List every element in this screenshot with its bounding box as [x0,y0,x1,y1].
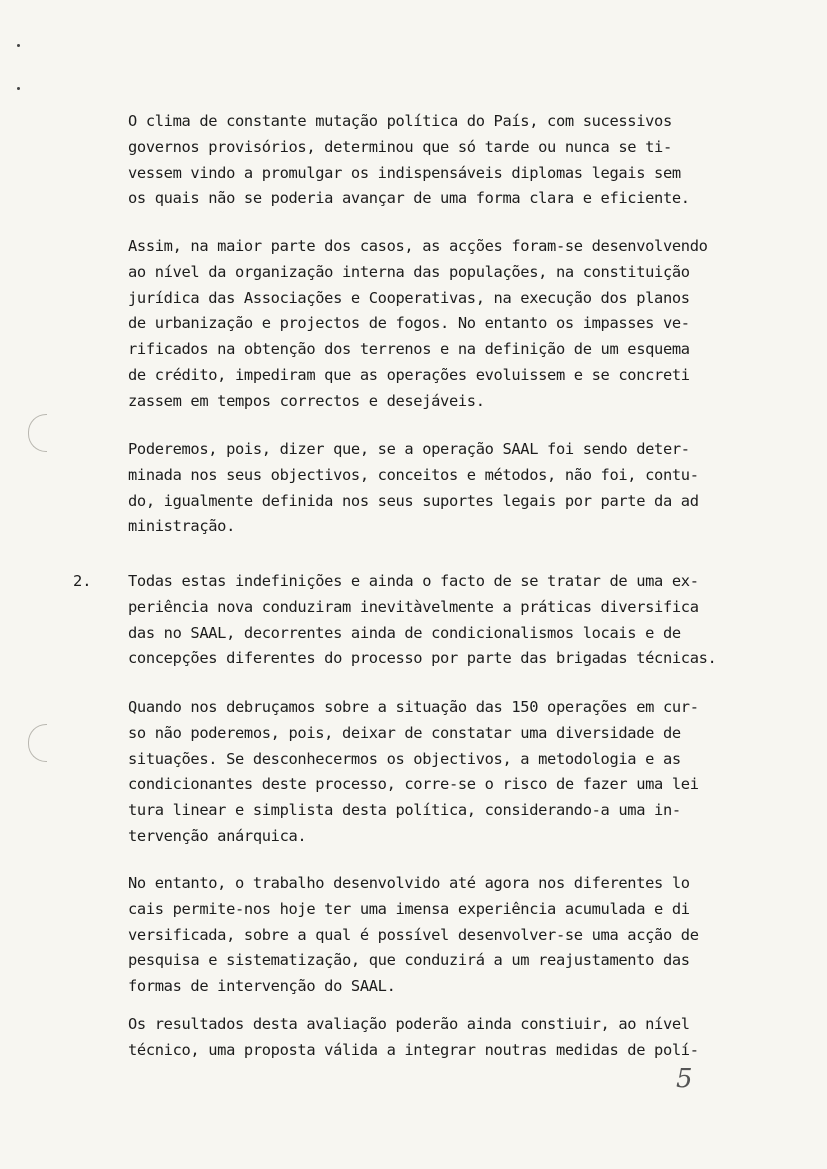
page-number: 5 [676,1064,693,1094]
text-line: periência nova conduziram inevitàvelmente a práticas diversifica [128,597,699,616]
punch-hole [28,724,47,762]
text-line: concepções diferentes do processo por parte das brigadas técnicas. [128,649,717,668]
text-line: minada nos seus objectivos, conceitos e métodos, não foi, contu- [128,465,699,484]
text-line: condicionantes deste processo, corre-se o risco de fazer uma lei [128,775,699,794]
text-line: Poderemos, pois, dizer que, se a operação SAAL foi sendo deter- [128,440,690,458]
text-line: situações. Se desconhecermos os objectivos, a metodologia e as [128,749,681,768]
text-line: vessem vindo a promulgar os indispensáveis diplomas legais sem [128,163,681,182]
text-line: pesquisa e sistematização, que conduzirá a um reajustamento das [128,951,690,970]
text-line: Todas estas indefinições e ainda o facto de se tratar de uma ex- [128,572,699,590]
text-line: tervenção anárquica. [128,827,307,845]
text-line: No entanto, o trabalho desenvolvido até agora nos diferentes lo [128,874,690,892]
text-line: jurídica das Associações e Cooperativas, na execução dos planos [128,288,690,307]
text-line: Assim, na maior parte dos casos, as acções foram-se desenvolvendo [128,237,708,255]
text-line: Quando nos debruçamos sobre a situação das 150 operações em cur- [128,698,699,716]
text-line: formas de intervenção do SAAL. [128,977,396,996]
text-line: ao nível da organização interna das populações, na constituição [128,262,690,281]
ink-speck [17,44,20,47]
text-line: zassem em tempos correctos e desejáveis. [128,391,485,410]
text-line: de urbanização e projectos de fogos. No entanto os impasses ve- [128,314,690,333]
text-line: governos provisórios, determinou que só tarde ou nunca se ti- [128,137,672,156]
text-line: de crédito, impediram que as operações evoluissem e se concreti [128,366,690,384]
text-line: rificados na obtenção dos terrenos e na definição de um esquema [128,340,690,359]
text-line: os quais não se poderia avançar de uma forma clara e eficiente. [128,189,690,208]
text-line: versificada, sobre a qual é possível desenvolver-se uma acção de [128,925,699,944]
text-line: técnico, uma proposta válida a integrar noutras medidas de polí- [128,1040,699,1059]
punch-hole [28,414,47,452]
text-line: cais permite-nos hoje ter uma imensa experiência acumulada e di [128,899,690,918]
text-line: so não poderemos, pois, deixar de constatar uma diversidade de [128,723,681,742]
ink-speck [17,87,20,90]
text-line: ministração. [128,517,235,536]
text-line: do, igualmente definida nos seus suportes legais por parte da ad [128,491,699,510]
section-number: 2. [73,572,92,590]
text-line: O clima de constante mutação política do País, com sucessivos [128,112,672,130]
text-line: tura linear e simplista desta política, considerando-a uma in- [128,801,681,820]
text-line: das no SAAL, decorrentes ainda de condicionalismos locais e de [128,623,681,642]
text-line: Os resultados desta avaliação poderão ainda constiuir, ao nível [128,1015,690,1033]
